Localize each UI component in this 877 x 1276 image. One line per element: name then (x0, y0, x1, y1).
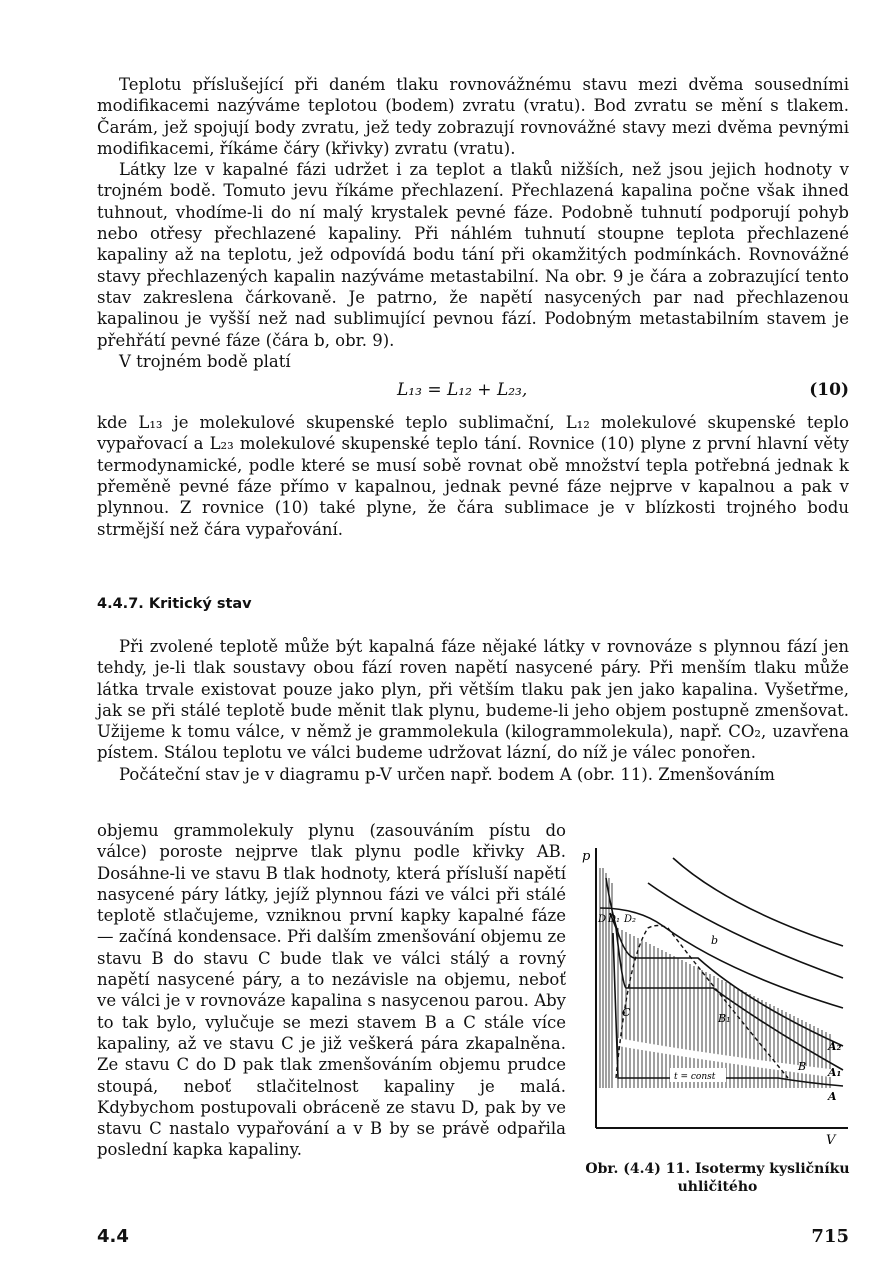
paragraph-supercooling: Látky lze v kapalné fázi udržet i za teplot a tlaků nižších, než jsou jejich hodnoty v trojném bodě. Tomuto jevu říkáme přechlazení. Přechlazená kapalina počne však ihned tuhnout, vhodíme-li do ní malý krystalek pevné fáze. Podobně tuhnutí podporují pohyb nebo otřesy přechlazené kapaliny. Při náhlém tuhnutí stoupne teplota přechlazené kapaliny až na teplotu, jež odpovídá bodu tání při okamžitých podmínkách. Rovnovážné stavy přechlazených kapalin nazýváme metastabilní. Na obr. 9 je čára a zobrazující tento stav zakreslena čárkovaně. Je patrno, že napětí nasycených par nad přechlazenou kapalinou je vyšší než nad sublimující pevnou fází. Podobným metastabilním stavem je přehřátí pevné fáze (čára b, obr. 9). (97, 160, 849, 350)
label-a: A (828, 1090, 837, 1103)
label-c: C (622, 1006, 631, 1019)
isotherm-critical (648, 883, 843, 978)
paragraph-initial-state: Počáteční stav je v diagramu p-V určen např. bodem A (obr. 11). Zmenšováním (119, 764, 775, 784)
label-a1: A₁ (828, 1066, 842, 1079)
label-d2: D₂ (624, 914, 637, 925)
label-tconst: t = const (674, 1072, 716, 1082)
label-b-point: B (798, 1060, 807, 1073)
top-text-block (97, 74, 849, 540)
paragraph-triple-point-intro: V trojném bodě platí (119, 351, 291, 371)
page-number: 715 (811, 1226, 849, 1247)
label-b: b (711, 934, 719, 947)
wrapped-text-block (97, 820, 566, 1161)
figure-caption: Obr. (4.4) 11. Isotermy kysličníku uhličitého (585, 1161, 850, 1195)
axis-label-v: V (826, 1133, 836, 1148)
paragraph-latent-heat: kde L₁₃ je molekulové skupenské teplo sublimační, L₁₂ molekulové skupenské teplo vypařovací a L₂₃ molekulové skupenské teplo tání. Rovnice (10) plyne z první hlavní věty termodynamické, podle které se musí sobě rovnat obě množství tepla potřebná jednak k přeměně pevné fáze přímo v kapalnou, jednak pevné fáze nejprve v kapalnou a pak v plynnou. Z rovnice (10) také plyne, že čára sublimace je v blízkosti trojného bodu strmější než čára vypařování. (97, 413, 849, 539)
footer-section: 4.4 (97, 1226, 129, 1247)
label-d: D (598, 914, 607, 925)
paragraph-critical-state: Při zvolené teplotě může být kapalná fáze nějaké látky v rovnováze s plynnou fází jen tehdy, je-li tlak soustavy obou fází roven napětí nasycené páry. Při menším tlaku může látka trvale existovat pouze jako plyn, při větším tlaku pak jen jako kapalina. Vyšetřme, jak se při stálé teplotě bude měnit tlak plynu, budeme-li jeho objem postupně zmenšovat. Užijeme k tomu válce, v němž je grammolekula (kilogrammolekula), např. CO₂, uzavřena pístem. Stálou teplotu ve válci budeme udržovat lázní, do níž je válec ponořen. (97, 637, 849, 763)
paragraph-turning-point: Teplotu příslušející při daném tlaku rovnovážnému stavu mezi dvěma sousedními modifikacemi nazýváme teplotou (bodem) zvratu (vratu). Bod zvratu se mění s tlakem. Čarám, jež spojují body zvratu, jež tedy zobrazují rovnovážné stavy mezi dvěma pevnými modifikacemi, říkáme čáry (křivky) zvratu (vratu). (97, 75, 849, 158)
section-heading: 4.4.7. Kritický stav (97, 596, 252, 612)
label-d1: D₁ (608, 914, 621, 925)
equation-row (97, 372, 849, 412)
isotherm-figure (578, 838, 853, 1158)
paragraph-compression: objemu grammolekuly plynu (zasouváním pístu do válce) poroste nejprve tlak plynu podle křivky AB. Dosáhne-li ve stavu B tlak hodnoty, která přísluší napětí nasycené páry látky, jejíž plynnou fázi ve válci při stálé teplotě stlačujeme, vzniknou první kapky kapalné fáze — začíná kondensace. Při dalším zmenšování objemu ze stavu B do stavu C bude tlak ve válci stálý a rovný napětí nasycené páry, a to nezávisle na objemu, neboť ve válci je v rovnováze kapalina s nasycenou parou. Aby to tak bylo, vylučuje se mezi stavem B a C stále více kapaliny, až ve stavu C je již veškerá pára zkapalněna. Ze stavu C do D pak tlak zmenšováním objemu prudce stoupá, neboť stlačitelnost kapaliny je malá. Kdybychom postupovali obráceně ze stavu D, pak by ve stavu C nastalo vypařování a v B by se právě odpařila poslední kapka kapaliny. (97, 821, 566, 1160)
equation-10: L₁₃ = L₁₂ + L₂₃, (397, 380, 528, 401)
isotherm-top (673, 858, 843, 946)
label-a2: A₂ (828, 1040, 842, 1053)
axis-label-p: p (582, 849, 591, 864)
equation-number: (10) (809, 380, 849, 401)
section-text-block (97, 636, 849, 785)
label-b1: B₁ (718, 1012, 731, 1025)
